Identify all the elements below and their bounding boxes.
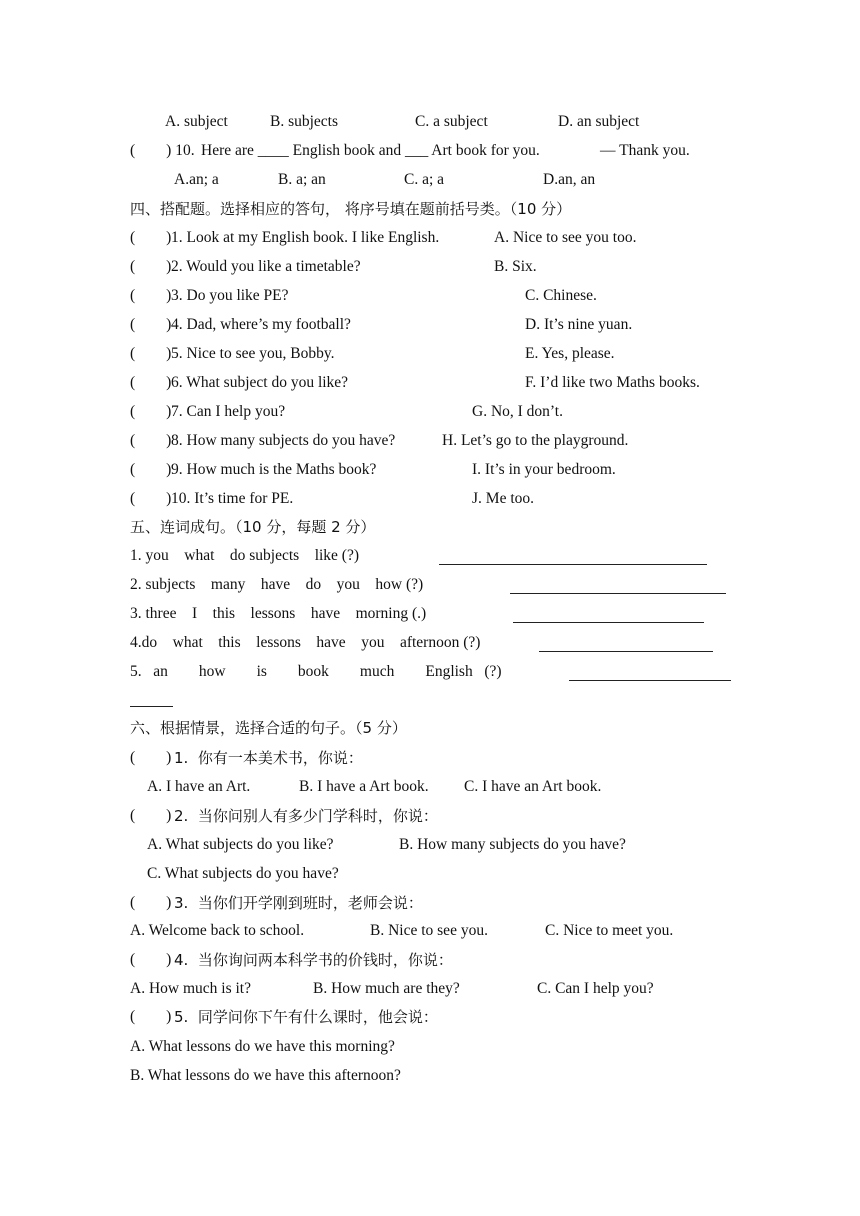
section5-item-2: 2. subjects many have do you how (?) <box>130 576 424 593</box>
section4-a2: B. Six. <box>494 258 537 275</box>
section6-q4-option-a: A. How much is it? <box>130 980 251 997</box>
section4-a9: I. It’s in your bedroom. <box>472 461 616 478</box>
section6-q5-option-a: A. What lessons do we have this morning? <box>130 1038 395 1055</box>
answer-blank-4[interactable] <box>539 651 713 652</box>
section4-a6: F. I’d like two Maths books. <box>525 374 700 391</box>
q10-paren: ( ) 10. <box>130 142 195 159</box>
q9-option-b: B. subjects <box>270 113 339 130</box>
q10-option-b: B. a; an <box>278 171 326 188</box>
section4-paren: ( ) <box>130 316 172 333</box>
section4-a8: H. Let’s go to the playground. <box>442 432 629 449</box>
section4-q9: 9. How much is the Maths book? <box>171 461 377 478</box>
section4-q3: 3. Do you like PE? <box>171 287 289 304</box>
section4-paren: ( ) <box>130 403 172 420</box>
section6-title: 六、根据情景，选择合适的句子。（5 分） <box>130 719 407 737</box>
section4-title: 四、搭配题。选择相应的答句， 将序号填在题前括号类。（10 分） <box>130 200 572 218</box>
section6-q5-stem: 5. 同学问你下午有什么课时，他会说： <box>174 1008 438 1026</box>
section6-paren: ( ) <box>130 951 172 968</box>
section4-a10: J. Me too. <box>472 490 534 507</box>
section6-q1-option-c: C. I have an Art book. <box>464 778 602 795</box>
section5-item-3: 3. three I this lessons have morning (.) <box>130 605 427 622</box>
section4-paren: ( ) <box>130 461 172 478</box>
section4-paren: ( ) <box>130 287 172 304</box>
section6-paren: ( ) <box>130 1008 172 1025</box>
section4-q5: 5. Nice to see you, Bobby. <box>171 345 335 362</box>
section6-q3-stem: 3. 当你们开学刚到班时，老师会说： <box>174 894 423 912</box>
section6-q2-stem: 2. 当你问别人有多少门学科时，你说： <box>174 807 438 825</box>
section4-a1: A. Nice to see you too. <box>494 229 637 246</box>
section6-q3-option-c: C. Nice to meet you. <box>545 922 674 939</box>
q10-reply: — Thank you. <box>600 142 690 159</box>
section6-q5-option-b: B. What lessons do we have this afternoon? <box>130 1067 401 1084</box>
section4-paren: ( ) <box>130 374 172 391</box>
section6-q3-option-a: A. Welcome back to school. <box>130 922 305 939</box>
answer-blank-5[interactable] <box>569 680 731 681</box>
section6-q1-option-a: A. I have an Art. <box>147 778 251 795</box>
section5-title: 五、连词成句。（10 分，每题 2 分） <box>130 518 376 536</box>
section6-q4-stem: 4. 当你询问两本科学书的价钱时，你说： <box>174 951 453 969</box>
q10-option-c: C. a; a <box>404 171 445 188</box>
section5-item-5: 5. an how is book much English (?) <box>130 663 502 680</box>
section4-q2: 2. Would you like a timetable? <box>171 258 361 275</box>
section6-q1-stem: 1. 你有一本美术书，你说： <box>174 749 363 767</box>
section6-q2-option-a: A. What subjects do you like? <box>147 836 334 853</box>
section6-paren: ( ) <box>130 894 172 911</box>
section4-q4: 4. Dad, where’s my football? <box>171 316 351 333</box>
section4-paren: ( ) <box>130 432 172 449</box>
section4-paren: ( ) <box>130 490 172 507</box>
answer-blank-2[interactable] <box>510 593 726 594</box>
section6-q2-option-b: B. How many subjects do you have? <box>399 836 626 853</box>
answer-blank-3[interactable] <box>513 622 704 623</box>
section6-q4-option-b: B. How much are they? <box>313 980 460 997</box>
section5-item-4: 4.do what this lessons have you afternoon (?) <box>130 634 481 651</box>
q9-option-d: D. an subject <box>558 113 640 130</box>
section6-q2-option-c: C. What subjects do you have? <box>147 865 339 882</box>
section4-q8: 8. How many subjects do you have? <box>171 432 396 449</box>
section4-q1: 1. Look at my English book. I like English. <box>171 229 440 246</box>
section6-paren: ( ) <box>130 749 172 766</box>
section4-a5: E. Yes, please. <box>525 345 615 362</box>
section6-q4-option-c: C. Can I help you? <box>537 980 654 997</box>
q9-option-c: C. a subject <box>415 113 488 130</box>
answer-blank-1[interactable] <box>439 564 707 565</box>
section4-paren: ( ) <box>130 229 172 246</box>
section4-a7: G. No, I don’t. <box>472 403 563 420</box>
section4-a4: D. It’s nine yuan. <box>525 316 633 333</box>
section4-paren: ( ) <box>130 258 172 275</box>
section4-q10: 10. It’s time for PE. <box>171 490 294 507</box>
section4-a3: C. Chinese. <box>525 287 597 304</box>
q10-text: Here are ____ English book and ___ Art book for you. <box>201 142 540 159</box>
section4-q7: 7. Can I help you? <box>171 403 286 420</box>
q10-option-d: D.an, an <box>543 171 596 188</box>
section6-q1-option-b: B. I have a Art book. <box>299 778 429 795</box>
answer-blank-5-continued[interactable] <box>130 706 173 707</box>
section4-paren: ( ) <box>130 345 172 362</box>
section5-item-1: 1. you what do subjects like (?) <box>130 547 360 564</box>
q10-option-a: A.an; a <box>174 171 219 188</box>
q9-option-a: A. subject <box>165 113 228 130</box>
section6-paren: ( ) <box>130 807 172 824</box>
section4-q6: 6. What subject do you like? <box>171 374 349 391</box>
section6-q3-option-b: B. Nice to see you. <box>370 922 488 939</box>
